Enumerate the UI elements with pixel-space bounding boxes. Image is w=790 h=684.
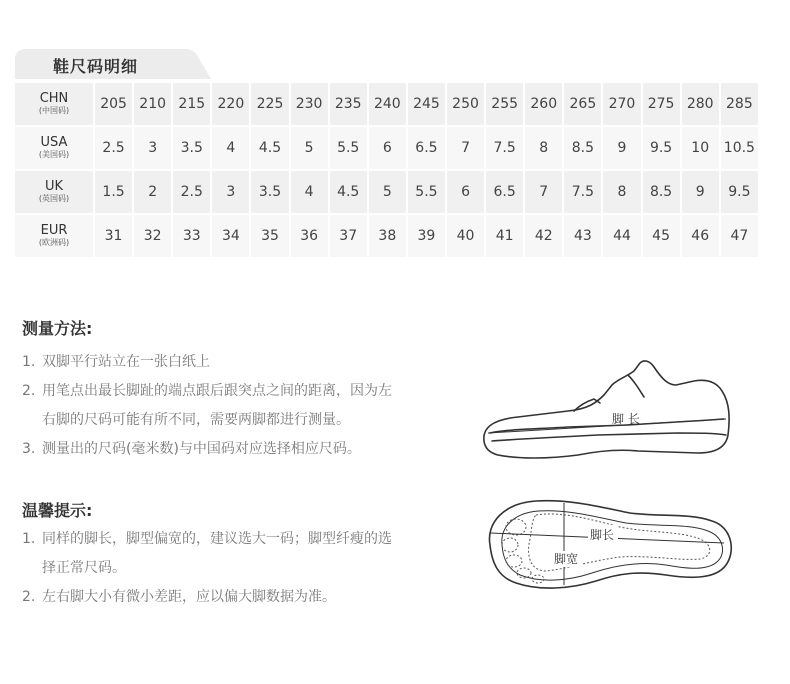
size-cell: 8.5 — [643, 171, 682, 215]
measure-list-item — [22, 435, 452, 464]
tips-list-item — [22, 583, 452, 612]
size-cell: 8 — [525, 127, 564, 171]
size-cell: 5 — [291, 127, 330, 171]
shoe-sole-view — [480, 495, 742, 595]
size-cell: 270 — [603, 83, 642, 127]
size-cell: 32 — [134, 215, 173, 259]
list-number: 2. — [22, 589, 36, 605]
size-cell: 5.5 — [408, 171, 447, 215]
size-cell: 10 — [682, 127, 721, 171]
size-cell: 45 — [643, 215, 682, 259]
shoe-sole-length-label: 脚长 — [590, 528, 615, 542]
size-cell: 4.5 — [251, 127, 290, 171]
size-cell: 46 — [682, 215, 721, 259]
size-cell: 6 — [369, 127, 408, 171]
size-cell: 225 — [251, 83, 290, 127]
list-number: 1. — [22, 354, 36, 370]
size-cell: 9 — [603, 127, 642, 171]
size-cell: 260 — [525, 83, 564, 127]
row-header-sublabel: (欧洲码) — [38, 238, 70, 248]
size-table — [15, 83, 760, 259]
size-cell: 4.5 — [330, 171, 369, 215]
list-line: 同样的脚长，脚型偏宽的，建议选大一码；脚型纤瘦的选 — [42, 531, 392, 547]
size-cell: 220 — [212, 83, 251, 127]
list-line: 测量出的尺码(毫米数)与中国码对应选择相应尺码。 — [42, 441, 361, 457]
size-chart-tab — [15, 49, 211, 79]
size-cell: 38 — [369, 215, 408, 259]
row-header — [15, 171, 95, 215]
measure-title: 测量方法: — [22, 319, 93, 338]
tips-title: 温馨提示: — [22, 501, 93, 520]
size-row-chn — [15, 83, 760, 127]
size-cell: 33 — [173, 215, 212, 259]
size-cell: 265 — [564, 83, 603, 127]
size-cell: 3 — [134, 127, 173, 171]
list-number: 2. — [22, 383, 36, 399]
size-cell: 280 — [682, 83, 721, 127]
measure-list-item — [22, 377, 452, 435]
size-cell: 205 — [95, 83, 134, 127]
size-cell: 9 — [682, 171, 721, 215]
size-cell: 1.5 — [95, 171, 134, 215]
row-header-label: CHN — [39, 90, 69, 106]
tips-list-item — [22, 525, 452, 583]
size-cell: 44 — [603, 215, 642, 259]
shoe-side-length-label: 脚 长 — [612, 412, 640, 426]
size-cell: 3.5 — [251, 171, 290, 215]
row-header — [15, 83, 95, 127]
size-cell: 40 — [447, 215, 486, 259]
size-cell: 37 — [330, 215, 369, 259]
size-cell: 215 — [173, 83, 212, 127]
row-header-label: EUR — [40, 222, 68, 238]
row-header-sublabel: (美国码) — [38, 150, 70, 160]
size-cell: 39 — [408, 215, 447, 259]
size-cell: 5 — [369, 171, 408, 215]
row-header-sublabel: (中国码) — [38, 106, 70, 116]
size-cell: 4 — [291, 171, 330, 215]
size-cell: 3 — [212, 171, 251, 215]
size-cell: 7.5 — [486, 127, 525, 171]
shoe-sole-width-label: 脚宽 — [554, 552, 579, 566]
size-cell: 7 — [525, 171, 564, 215]
size-cell: 7.5 — [564, 171, 603, 215]
list-number: 1. — [22, 531, 36, 547]
size-cell: 230 — [291, 83, 330, 127]
row-header — [15, 215, 95, 259]
size-cell: 210 — [134, 83, 173, 127]
measure-list-item — [22, 348, 452, 377]
size-cell: 35 — [251, 215, 290, 259]
list-line: 双脚平行站立在一张白纸上 — [42, 354, 210, 370]
size-cell: 250 — [447, 83, 486, 127]
size-row-eur — [15, 215, 760, 259]
size-cell: 34 — [212, 215, 251, 259]
size-cell: 31 — [95, 215, 134, 259]
size-cell: 36 — [291, 215, 330, 259]
size-cell: 10.5 — [721, 127, 760, 171]
tab-title: 鞋尺码明细 — [53, 57, 139, 76]
size-cell: 8 — [603, 171, 642, 215]
size-cell: 240 — [369, 83, 408, 127]
size-cell: 42 — [525, 215, 564, 259]
list-line: 右脚的尺码可能有所不同，需要两脚都进行测量。 — [42, 412, 350, 428]
size-row-usa — [15, 127, 760, 171]
size-cell: 4 — [212, 127, 251, 171]
size-cell: 2 — [134, 171, 173, 215]
size-row-uk — [15, 171, 760, 215]
tips-list — [22, 525, 452, 612]
size-cell: 47 — [721, 215, 760, 259]
size-cell: 5.5 — [330, 127, 369, 171]
size-cell: 6.5 — [408, 127, 447, 171]
list-line: 择正常尺码。 — [42, 560, 126, 576]
size-cell: 6.5 — [486, 171, 525, 215]
size-cell: 41 — [486, 215, 525, 259]
size-cell: 3.5 — [173, 127, 212, 171]
size-cell: 6 — [447, 171, 486, 215]
size-cell: 255 — [486, 83, 525, 127]
size-cell: 9.5 — [721, 171, 760, 215]
row-header-sublabel: (英国码) — [38, 194, 70, 204]
list-line: 左右脚大小有微小差距，应以偏大脚数据为准。 — [42, 589, 336, 605]
shoe-side-view — [478, 355, 740, 470]
size-cell: 235 — [330, 83, 369, 127]
row-header — [15, 127, 95, 171]
size-cell: 275 — [643, 83, 682, 127]
size-cell: 245 — [408, 83, 447, 127]
size-cell: 7 — [447, 127, 486, 171]
size-cell: 285 — [721, 83, 760, 127]
row-header-label: USA — [40, 134, 68, 150]
list-line: 用笔点出最长脚趾的端点跟后跟突点之间的距离，因为左 — [42, 383, 392, 399]
size-cell: 2.5 — [173, 171, 212, 215]
size-cell: 43 — [564, 215, 603, 259]
size-cell: 8.5 — [564, 127, 603, 171]
size-cell: 9.5 — [643, 127, 682, 171]
list-number: 3. — [22, 441, 36, 457]
size-cell: 2.5 — [95, 127, 134, 171]
row-header-label: UK — [44, 178, 64, 194]
measure-list — [22, 348, 452, 464]
